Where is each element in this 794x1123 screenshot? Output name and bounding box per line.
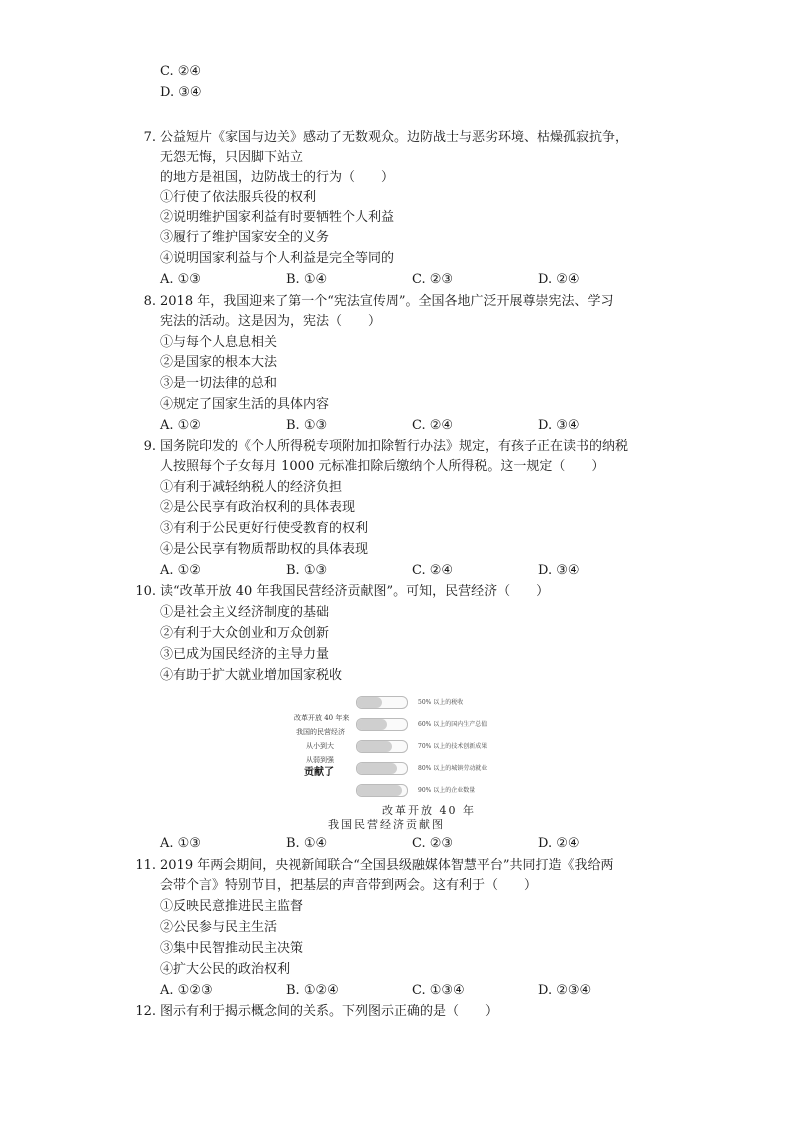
question-number: 10. xyxy=(135,584,156,599)
statement-4: ④是公民享有物质帮助权的具体表现 xyxy=(160,542,369,557)
option-c: C. ①③④ xyxy=(412,983,465,998)
figure-bar xyxy=(356,784,408,797)
statement-4: ④规定了国家生活的具体内容 xyxy=(160,397,330,412)
statement-3: ③已成为国民经济的主导力量 xyxy=(160,647,330,662)
figure-bar xyxy=(356,740,408,753)
statement-3: ③有利于公民更好行使受教育的权利 xyxy=(160,521,369,536)
statement-1: ①有利于减轻纳税人的经济负担 xyxy=(160,480,343,495)
figure-bar-label: 50% 以上的税收 xyxy=(418,699,464,706)
figure-bar-fill xyxy=(357,719,387,730)
statement-2: ②是公民享有政治权利的具体表现 xyxy=(160,500,356,515)
statement-4: ④有助于扩大就业增加国家税收 xyxy=(160,668,343,683)
option-b: B. ①④ xyxy=(286,272,328,287)
statement-2: ②有利于大众创业和万众创新 xyxy=(160,626,330,641)
question-number: 11. xyxy=(135,858,156,873)
statement-2: ②是国家的根本大法 xyxy=(160,355,278,370)
question-stem-line: 2019 年两会期间，央视新闻联合“全国县级融媒体智慧平台”共同打造《我给两 xyxy=(160,858,614,873)
figure-bar-fill xyxy=(357,741,392,752)
figure-emphasis-text: 贡献了 xyxy=(304,767,334,778)
figure-bar xyxy=(356,696,408,709)
statement-4: ④扩大公民的政治权利 xyxy=(160,962,291,977)
option-a: A. ①②③ xyxy=(160,983,213,998)
question-stem-line: 图示有利于揭示概念间的关系。下列图示正确的是（ ） xyxy=(160,1004,499,1019)
statement-1: ①是社会主义经济制度的基础 xyxy=(160,605,330,620)
question-number: 12. xyxy=(135,1004,156,1019)
statement-3: ③集中民智推动民主决策 xyxy=(160,941,304,956)
option-c: C. ②④ xyxy=(412,418,454,433)
statement-2: ②说明维护国家利益有时要牺牲个人利益 xyxy=(160,210,395,225)
statement-2: ②公民参与民主生活 xyxy=(160,920,278,935)
option-b: B. ①②④ xyxy=(286,983,339,998)
question-stem-line: 国务院印发的《个人所得税专项附加扣除暂行办法》规定，有孩子正在读书的纳税 xyxy=(160,439,629,454)
question-number: 7. xyxy=(143,130,156,145)
statement-3: ③履行了维护国家安全的义务 xyxy=(160,230,330,245)
figure-bar-label: 70% 以上的技术创新成果 xyxy=(418,743,488,750)
statement-1: ①与每个人息息相关 xyxy=(160,335,278,350)
option-a: A. ①② xyxy=(160,563,201,578)
private-economy-contribution-figure xyxy=(286,692,526,832)
option-c: C. ②③ xyxy=(412,272,454,287)
option-a: A. ①③ xyxy=(160,272,201,287)
question-stem-line: 人按照每个子女每月 1000 元标准扣除后缴纳个人所得税。这一规定（ ） xyxy=(160,459,605,474)
question-number: 9. xyxy=(143,439,156,454)
figure-left-text: 从弱到强 xyxy=(306,756,334,764)
option-b: B. ①③ xyxy=(286,418,328,433)
figure-bar xyxy=(356,718,408,731)
figure-bar-fill xyxy=(357,697,382,708)
statement-1: ①反映民意推进民主监督 xyxy=(160,899,304,914)
statement-4: ④说明国家利益与个人利益是完全等同的 xyxy=(160,251,395,266)
question-stem-line: 宪法的活动。这是因为，宪法（ ） xyxy=(160,314,382,329)
question-stem-line: 会带个言》特别节目，把基层的声音带到两会。这有利于（ ） xyxy=(160,878,538,893)
option-b: B. ①④ xyxy=(286,836,328,851)
prev-option-c: C. ②④ xyxy=(160,64,202,79)
option-d: D. ③④ xyxy=(538,418,580,433)
question-number: 8. xyxy=(143,294,156,309)
statement-1: ①行使了依法服兵役的权利 xyxy=(160,190,317,205)
figure-left-text: 我国的民营经济 xyxy=(296,728,345,736)
figure-left-text: 改革开放 40 年来 xyxy=(294,714,350,722)
question-stem-line: 无怨无悔，只因脚下站立 xyxy=(160,150,304,165)
figure-bar-fill xyxy=(357,763,397,774)
figure-bar xyxy=(356,762,408,775)
prev-option-d: D. ③④ xyxy=(160,85,202,100)
option-d: D. ②④ xyxy=(538,836,580,851)
figure-caption-line2: 我国民营经济贡献图 xyxy=(328,818,445,831)
option-c: C. ②③ xyxy=(412,836,454,851)
figure-bar-fill xyxy=(357,785,402,796)
figure-bar-label: 90% 以上的企业数量 xyxy=(418,787,476,794)
option-c: C. ②④ xyxy=(412,563,454,578)
option-b: B. ①③ xyxy=(286,563,328,578)
option-a: A. ①② xyxy=(160,418,201,433)
question-stem-line: 公益短片《家国与边关》感动了无数观众。边防战士与恶劣环境、枯燥孤寂抗争， xyxy=(160,130,629,145)
option-d: D. ②④ xyxy=(538,272,580,287)
question-stem-line: 2018 年，我国迎来了第一个“宪法宣传周”。全国各地广泛开展尊崇宪法、学习 xyxy=(160,294,614,309)
option-d: D. ②③④ xyxy=(538,983,592,998)
figure-bar-label: 60% 以上的国内生产总值 xyxy=(418,721,488,728)
figure-bar-label: 80% 以上的城镇劳动就业 xyxy=(418,765,488,772)
option-d: D. ③④ xyxy=(538,563,580,578)
question-stem-line: 的地方是祖国，边防战士的行为（ ） xyxy=(160,170,395,185)
figure-caption-line1: 改革开放 40 年 xyxy=(382,804,476,817)
figure-left-text: 从小到大 xyxy=(306,742,334,750)
question-stem-line: 读“改革开放 40 年我国民营经济贡献图”。可知，民营经济（ ） xyxy=(160,584,550,599)
statement-3: ③是一切法律的总和 xyxy=(160,376,278,391)
option-a: A. ①③ xyxy=(160,836,201,851)
